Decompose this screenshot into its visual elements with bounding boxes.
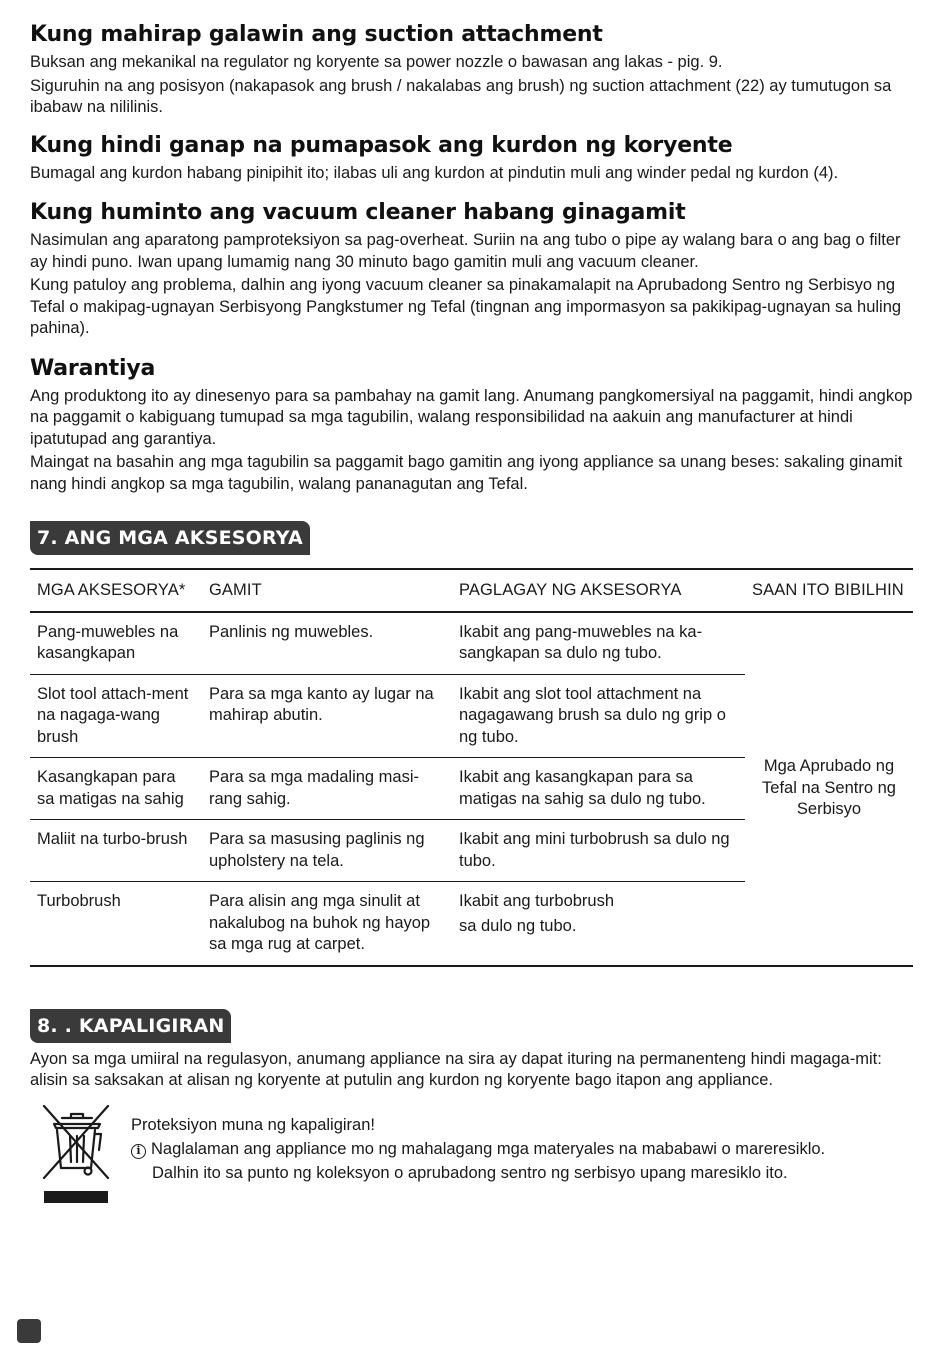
accessory-use: Panlinis ng muwebles. — [202, 612, 452, 675]
paragraph: Bumagal ang kurdon habang pinipihit ito; ilabas uli ang kurdon at pindutin muli ang winder pedal ng kurdon (4). — [30, 163, 839, 182]
column-header: SAAN ITO BIBILHIN — [745, 569, 913, 612]
accessory-use: Para sa masusing paglinis ng upholstery na tela. — [202, 820, 452, 882]
environment-notice-text — [131, 1115, 911, 1185]
page-marker — [17, 1319, 41, 1343]
protect-title: Proteksiyon muna ng kapaligiran! — [131, 1115, 375, 1134]
accessory-name: Turbobrush — [30, 882, 202, 966]
fitting-line: sa dulo ng tubo. — [459, 916, 577, 935]
accessory-name: Slot tool attach-ment na nagaga-wang brush — [30, 674, 202, 758]
column-header: PAGLAGAY NG AKSESORYA — [452, 569, 745, 612]
accessory-name: Pang-muwebles na kasangkapan — [30, 612, 202, 675]
column-header: GAMIT — [202, 569, 452, 612]
accessories-table — [30, 568, 913, 967]
environment-notice — [30, 1100, 920, 1210]
paragraph: Nasimulan ang aparatong pamproteksiyon sa pag-overheat. Suriin na ang tubo o pipe ay walang bara o ang bag o filter ay hindi puno. Iwan upang lumamig nang 30 minuto bago gamitin muli ang vacuum cleaner. — [30, 231, 901, 271]
accessory-fitting: Ikabit ang mini turbobrush sa dulo ng tubo. — [452, 820, 745, 882]
table-header-row — [30, 569, 913, 612]
environment-section — [30, 1009, 920, 1210]
heading-warranty: Warantiya — [30, 355, 156, 381]
section-badge-accessories: 7. ANG MGA AKSESORYA — [30, 521, 310, 555]
section-suction-attachment — [30, 20, 920, 119]
accessory-use: Para alisin ang mga sinulit at nakalubog na buhok ng hayop sa mga rug at carpet. — [202, 882, 452, 966]
section-warranty — [30, 354, 920, 496]
heading-power-cord: Kung hindi ganap na pumapasok ang kurdon ng koryente — [30, 132, 733, 158]
info-line — [131, 1139, 911, 1161]
accessory-fitting: Ikabit ang slot tool attachment na nagagawang brush sa dulo ng grip o ng tubo. — [452, 674, 745, 758]
environment-paragraph: Ayon sa mga umiiral na regulasyon, anumang appliance na sira ay dapat ituring na permanenteng hindi magaga-mit: alisin sa saksakan at alisan ng koryente at putulin ang kurdon ng koryente bago itapon ang appliance. — [30, 1049, 882, 1089]
accessory-fitting: Ikabit ang pang-muwebles na ka-sangkapan sa dulo ng tubo. — [452, 612, 745, 675]
info-icon: i — [131, 1144, 146, 1159]
heading-vacuum-stops: Kung huminto ang vacuum cleaner habang ginagamit — [30, 200, 686, 225]
section-power-cord — [30, 131, 920, 185]
accessory-fitting — [452, 882, 745, 966]
table-row — [30, 612, 913, 675]
manual-page — [30, 20, 920, 1210]
heading-suction-attachment: Kung mahirap galawin ang suction attachment — [30, 22, 603, 47]
accessory-use: Para sa mga kanto ay lugar na mahirap abutin. — [202, 674, 452, 758]
paragraph: Kung patuloy ang problema, dalhin ang iyong vacuum cleaner sa pinakamalapit na Aprubadong Sentro ng Serbisyo ng Tefal o makipag-ugnayan Serbisyong Pangkstumer ng Tefal (tingnan ang impormasyon sa pakikipag-ugnayan sa huling pahina). — [30, 276, 902, 337]
info-text: Naglalaman ang appliance mo ng mahalagang mga materyales na mababawi o mareresiklo. — [151, 1140, 826, 1158]
section-badge-environment: 8. . KAPALIGIRAN — [30, 1009, 231, 1043]
accessory-fitting: Ikabit ang kasangkapan para sa matigas na sahig sa dulo ng tubo. — [452, 758, 745, 820]
paragraph: Buksan ang mekanikal na regulator ng koryente sa power nozzle o bawasan ang lakas - pig. 9. — [30, 53, 723, 71]
crossed-out-wheelie-bin-icon — [42, 1104, 112, 1204]
paragraph: Siguruhin na ang posisyon (nakapasok ang brush / nakalabas ang brush) ng suction attachment (22) ay tumutugon sa ibabaw na nililinis. — [30, 76, 892, 116]
fitting-line: Ikabit ang turbobrush — [459, 892, 615, 910]
accessory-use: Para sa mga madaling masi-rang sahig. — [202, 758, 452, 820]
section-vacuum-stops — [30, 198, 920, 340]
where-to-buy-cell: Mga Aprubado ng Tefal na Sentro ng Serbisyo — [745, 612, 913, 966]
accessories-section — [30, 521, 920, 967]
paragraph: Maingat na basahin ang mga tagubilin sa paggamit bago gamitin ang iyong appliance sa unang beses: sakaling ginamit nang hindi angkop sa mga tagubilin, walang pananagutan ang Tefal. — [30, 453, 903, 493]
accessory-name: Maliit na turbo-brush — [30, 820, 202, 882]
info-line: Dalhin ito sa punto ng koleksyon o aprubadong sentro ng serbisyo upang maresiklo ito. — [152, 1163, 788, 1182]
paragraph: Ang produktong ito ay dinesenyo para sa pambahay na gamit lang. Anumang pangkomersiyal na paggamit, hindi angkop na paggamit o kabiguang tumupad sa mga tagubilin, walang responsibilidad na aakuin ang manufacturer at hindi ipatutupad ang garantiya. — [30, 386, 913, 448]
column-header: MGA AKSESORYA* — [30, 569, 202, 612]
accessory-name: Kasangkapan para sa matigas na sahig — [30, 758, 202, 820]
